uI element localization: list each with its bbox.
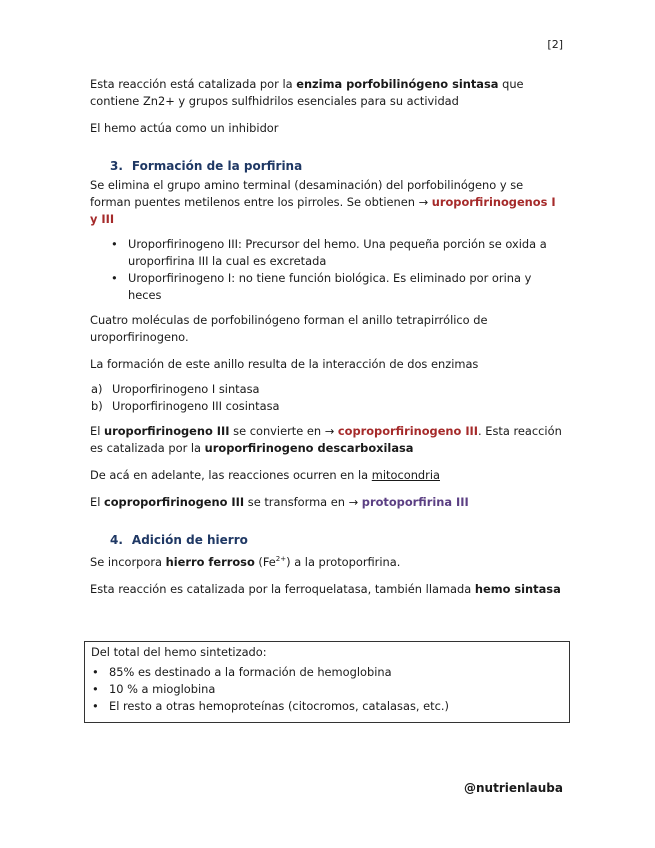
summary-list [91, 664, 563, 715]
list-item: • 10 % a mioglobina [109, 681, 563, 698]
list-item: • Uroporfirinogeno I: no tiene función biológica. Es eliminado por orina y heces [128, 270, 566, 304]
uroporfirinogeno-list [90, 236, 566, 304]
paragraph-enzyme: Esta reacción está catalizada por la enzima porfobilinógeno sintasa que contiene Zn2+ y grupos sulfhidrilos esenciales para su actividad [90, 77, 524, 108]
paragraph-protoporfirina: El coproporfirinogeno III se transforma en → protoporfirina III [90, 495, 469, 509]
list-item: a) Uroporfirinogeno I sintasa [91, 382, 260, 396]
section-heading-3: 3. Formación de la porfirina [110, 159, 303, 173]
enzyme-list [90, 381, 566, 415]
paragraph-mitochondria: De acá en adelante, las reacciones ocurren en la mitocondria [90, 468, 440, 482]
highlight-coproporfirinogeno: coproporfirinogeno III [337, 424, 479, 438]
paragraph-conversion: El uroporfirinogeno III se convierte en → coproporfirinogeno III. Esta reacción es catalizada por la uroporfirinogeno descarboxilasa [90, 424, 562, 455]
section-heading-4: 4. Adición de hierro [110, 533, 248, 547]
summary-box [84, 641, 570, 723]
list-item: • Uroporfirinogeno III: Precursor del hemo. Una pequeña porción se oxida a uroporfirina III la cual es excretada [128, 236, 566, 270]
list-item: • 85% es destinado a la formación de hemoglobina [109, 664, 563, 681]
paragraph-deamination: Se elimina el grupo amino terminal (desaminación) del porfobilinógeno y se forman puentes metilenos entre los pirroles. Se obtienen → uroporfirinogenos I y III [90, 178, 556, 226]
enzyme-name: enzima porfobilinógeno sintasa [296, 77, 499, 91]
list-item: • El resto a otras hemoproteínas (citocromos, catalasas, etc.) [109, 698, 563, 715]
paragraph-inhibitor: El hemo actúa como un inhibidor [90, 121, 279, 135]
footer-handle: @nutrienlauba [464, 781, 563, 795]
highlight-protoporfirina: protoporfirina III [361, 495, 469, 509]
paragraph-iron: Se incorpora hierro ferroso $(Fe^{2+})$ a la protoporfirina. [90, 554, 401, 569]
document-body [90, 76, 566, 608]
paragraph-tetrapyrrole: Cuatro moléculas de porfobilinógeno forman el anillo tetrapirrólico de uroporfirinogeno. [90, 313, 488, 344]
summary-title: Del total del hemo sintetizado: [91, 645, 267, 659]
list-item: b) Uroporfirinogeno III cosintasa [91, 399, 280, 413]
page-number: [2] [547, 38, 563, 51]
paragraph-two-enzymes: La formación de este anillo resulta de la interacción de dos enzimas [90, 357, 479, 371]
paragraph-ferroquelatasa: Esta reacción es catalizada por la ferroquelatasa, también llamada hemo sintasa [90, 581, 561, 596]
highlight-uroporfirinogenos: uroporfirinogenos I y III [90, 195, 556, 226]
